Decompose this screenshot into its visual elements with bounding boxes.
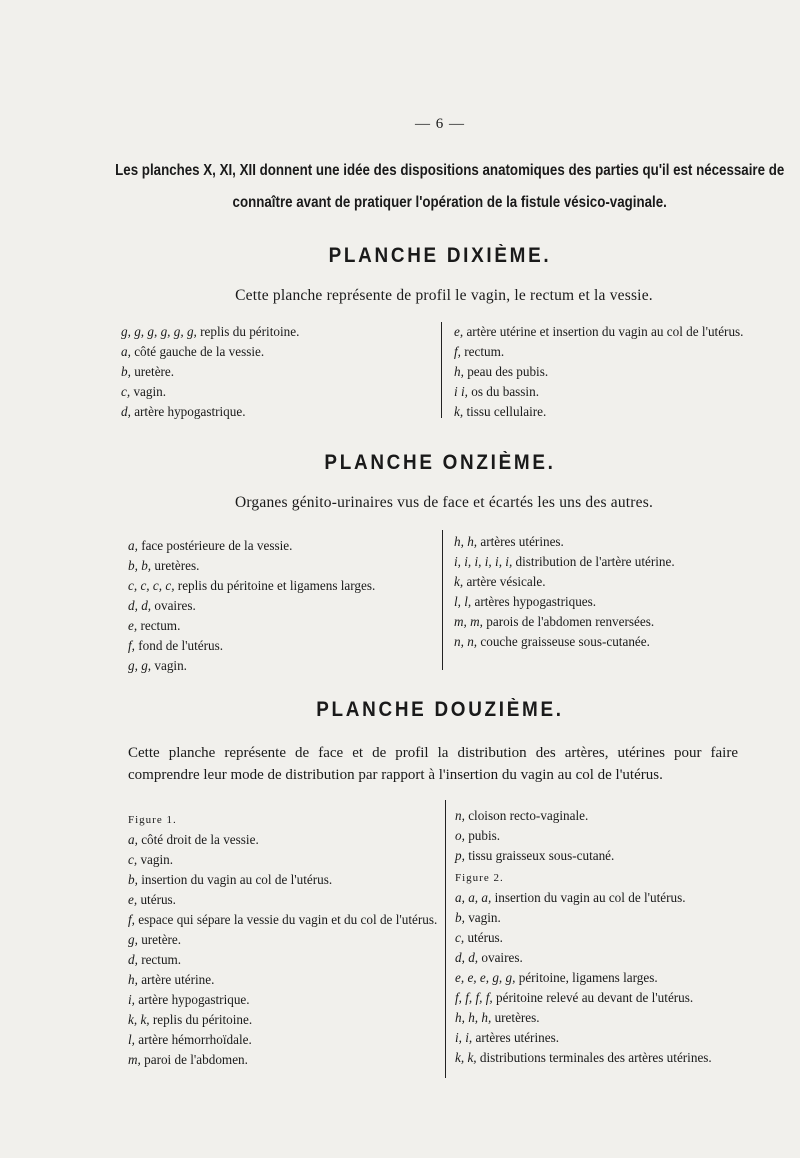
legend-text: uretères.	[151, 558, 200, 573]
legend-key: b,	[121, 364, 131, 379]
legend-item	[455, 908, 785, 928]
legend-text: côté droit de la vessie.	[137, 832, 259, 847]
legend-key: h,	[128, 972, 138, 987]
legend-key: l, l,	[454, 594, 472, 609]
legend-key: m,	[128, 1052, 141, 1067]
legend-item	[454, 402, 784, 422]
legend-item	[128, 1030, 438, 1050]
legend-item	[128, 930, 438, 950]
legend-item	[455, 846, 785, 866]
legend-item	[128, 616, 438, 636]
legend-item	[121, 322, 436, 342]
legend-text: face postérieure de la vessie.	[137, 538, 293, 553]
legend-text: péritoine, ligamens larges.	[515, 970, 658, 985]
legend-item	[128, 970, 438, 990]
legend-text: vagin.	[137, 852, 174, 867]
intro-paragraph: Les planches X, XI, XII donnent une idée des dispositions anatomiques des parties qu'il est nécessaire de connaître avant de pratiquer l'opération de la fistule vésico-vaginale.	[115, 162, 785, 211]
legend-text: artère hypogastrique.	[130, 404, 246, 419]
legend-key: d, d,	[455, 950, 479, 965]
legend-key: l,	[128, 1032, 135, 1047]
legend-item	[128, 950, 438, 970]
legend-text: artères hypogastriques.	[471, 594, 597, 609]
plate-12-legend-left-wrap	[128, 810, 438, 1070]
legend-text: fond de l'utérus.	[134, 638, 224, 653]
legend-text: parois de l'abdomen renversées.	[482, 614, 655, 629]
legend-text: insertion du vagin au col de l'utérus.	[137, 872, 333, 887]
legend-item	[454, 532, 784, 552]
legend-item	[128, 536, 438, 556]
legend-key: n,	[455, 808, 465, 823]
legend-text: artère utérine.	[137, 972, 215, 987]
legend-text: artère hypogastrique.	[134, 992, 250, 1007]
legend-text: ovaires.	[151, 598, 196, 613]
plate-10-legend-left	[121, 322, 436, 422]
plate-10-legend-right	[454, 322, 784, 422]
plate-12-legend-left	[128, 830, 438, 1070]
legend-text: insertion du vagin au col de l'utérus.	[491, 890, 686, 905]
plate-12-description: Cette planche représente de face et de profil la distribution des artères, utérines pour faire comprendre leur mode de distribution par rapport à l'insertion du vagin au col de l'utérus.	[128, 745, 738, 783]
legend-item	[128, 576, 438, 596]
legend-key: a,	[121, 344, 131, 359]
legend-text: côté gauche de la vessie.	[130, 344, 265, 359]
legend-text: tissu graisseux sous-cutané.	[464, 848, 615, 863]
legend-key: b, b,	[128, 558, 152, 573]
legend-key: d,	[128, 952, 138, 967]
legend-item	[455, 948, 785, 968]
legend-item	[128, 656, 438, 676]
legend-text: uretère.	[137, 932, 182, 947]
plate-12-legend-right-top	[455, 806, 785, 866]
legend-key: k, k,	[455, 1050, 477, 1065]
legend-text: distributions terminales des artères utérines.	[476, 1050, 712, 1065]
legend-item	[455, 826, 785, 846]
plate-11-legend-left	[128, 536, 438, 676]
legend-text: vagin.	[130, 384, 167, 399]
legend-item	[121, 382, 436, 402]
legend-key: m, m,	[454, 614, 483, 629]
figure-2-label: Figure 2.	[455, 872, 504, 884]
legend-key: a, a, a,	[455, 890, 492, 905]
legend-text: uretère.	[130, 364, 175, 379]
legend-key: h, h,	[454, 534, 478, 549]
legend-item	[121, 402, 436, 422]
legend-text: artère hémorrhoïdale.	[134, 1032, 252, 1047]
plate-10-subtitle: Cette planche représente de profil le vagin, le rectum et la vessie.	[235, 287, 653, 304]
legend-item	[128, 556, 438, 576]
figure-1-label: Figure 1.	[128, 814, 177, 826]
legend-item	[128, 990, 438, 1010]
legend-item	[454, 632, 784, 652]
legend-item	[128, 1050, 438, 1070]
legend-text: paroi de l'abdomen.	[140, 1052, 248, 1067]
legend-item	[128, 830, 438, 850]
plate-10-title: PLANCHE DIXIÈME.	[328, 244, 552, 267]
legend-item	[121, 342, 436, 362]
legend-key: c,	[128, 852, 138, 867]
legend-key: e, e, e, g, g,	[455, 970, 516, 985]
legend-key: g, g,	[128, 658, 152, 673]
legend-item	[455, 968, 785, 988]
legend-key: d,	[121, 404, 131, 419]
legend-item	[455, 806, 785, 826]
legend-text: vagin.	[151, 658, 187, 673]
legend-text: rectum.	[460, 344, 505, 359]
legend-item	[454, 382, 784, 402]
legend-item	[128, 850, 438, 870]
legend-key: e,	[454, 324, 464, 339]
legend-text: artère vésicale.	[463, 574, 546, 589]
legend-text: pubis.	[464, 828, 501, 843]
legend-text: péritoine relevé au devant de l'utérus.	[492, 990, 694, 1005]
legend-key: p,	[455, 848, 465, 863]
legend-key: k,	[454, 404, 464, 419]
legend-key: n, n,	[454, 634, 478, 649]
legend-key: c,	[121, 384, 131, 399]
legend-item	[128, 870, 438, 890]
legend-text: cloison recto-vaginale.	[464, 808, 589, 823]
legend-key: f,	[454, 344, 461, 359]
legend-text: utérus.	[464, 930, 503, 945]
column-divider	[441, 322, 442, 418]
legend-key: k, k,	[128, 1012, 150, 1027]
legend-item	[128, 1010, 438, 1030]
legend-item	[121, 362, 436, 382]
legend-text: replis du péritoine.	[149, 1012, 253, 1027]
legend-key: g, g, g, g, g, g,	[121, 324, 197, 339]
legend-key: f,	[128, 912, 135, 927]
legend-key: c,	[455, 930, 465, 945]
legend-item	[454, 592, 784, 612]
column-divider	[445, 800, 446, 1078]
legend-item	[128, 596, 438, 616]
legend-text: rectum.	[137, 952, 182, 967]
legend-text: replis du péritoine.	[196, 324, 300, 339]
legend-item	[454, 572, 784, 592]
legend-item	[455, 1008, 785, 1028]
legend-item	[455, 928, 785, 948]
column-divider	[442, 530, 443, 670]
legend-key: g,	[128, 932, 138, 947]
legend-text: tissu cellulaire.	[463, 404, 547, 419]
page-number: — 6 —	[415, 116, 465, 132]
legend-key: c, c, c, c,	[128, 578, 175, 593]
legend-text: distribution de l'artère utérine.	[512, 554, 675, 569]
legend-item	[455, 1028, 785, 1048]
legend-key: a,	[128, 538, 138, 553]
legend-text: artère utérine et insertion du vagin au col de l'utérus.	[463, 324, 744, 339]
legend-text: espace qui sépare la vessie du vagin et du col de l'utérus.	[134, 912, 438, 927]
legend-text: ovaires.	[478, 950, 523, 965]
legend-item	[455, 1048, 785, 1068]
legend-item	[128, 910, 438, 930]
legend-key: a,	[128, 832, 138, 847]
legend-text: utérus.	[137, 892, 176, 907]
legend-text: peau des pubis.	[463, 364, 549, 379]
plate-11-subtitle: Organes génito-urinaires vus de face et écartés les uns des autres.	[234, 494, 654, 511]
legend-key: k,	[454, 574, 464, 589]
legend-item	[128, 890, 438, 910]
legend-text: artères utérines.	[477, 534, 564, 549]
legend-text: couche graisseuse sous-cutanée.	[477, 634, 650, 649]
legend-key: f,	[128, 638, 135, 653]
legend-key: f, f, f, f,	[455, 990, 493, 1005]
legend-text: artères utérines.	[472, 1030, 559, 1045]
legend-key: e,	[128, 892, 138, 907]
legend-text: rectum.	[137, 618, 181, 633]
legend-text: os du bassin.	[467, 384, 539, 399]
legend-key: h, h, h,	[455, 1010, 492, 1025]
legend-key: h,	[454, 364, 464, 379]
legend-item	[454, 342, 784, 362]
legend-key: e,	[128, 618, 138, 633]
legend-key: i, i,	[455, 1030, 473, 1045]
legend-item	[454, 552, 784, 572]
legend-item	[454, 322, 784, 342]
legend-key: i,	[128, 992, 135, 1007]
legend-key: o,	[455, 828, 465, 843]
legend-key: b,	[455, 910, 465, 925]
legend-item	[455, 888, 785, 908]
legend-text: replis du péritoine et ligamens larges.	[174, 578, 376, 593]
legend-key: i, i, i, i, i, i,	[454, 554, 513, 569]
plate-11-title: PLANCHE ONZIÈME.	[324, 451, 556, 474]
legend-key: i i,	[454, 384, 468, 399]
legend-text: uretères.	[491, 1010, 540, 1025]
plate-11-legend-right	[454, 532, 784, 652]
legend-item	[455, 988, 785, 1008]
legend-key: b,	[128, 872, 138, 887]
legend-key: d, d,	[128, 598, 152, 613]
legend-text: vagin.	[464, 910, 501, 925]
legend-item	[128, 636, 438, 656]
legend-item	[454, 362, 784, 382]
plate-12-legend-right-wrap	[455, 806, 785, 1068]
plate-12-legend-right	[455, 888, 785, 1068]
legend-item	[454, 612, 784, 632]
plate-12-title: PLANCHE DOUZIÈME.	[316, 698, 564, 721]
